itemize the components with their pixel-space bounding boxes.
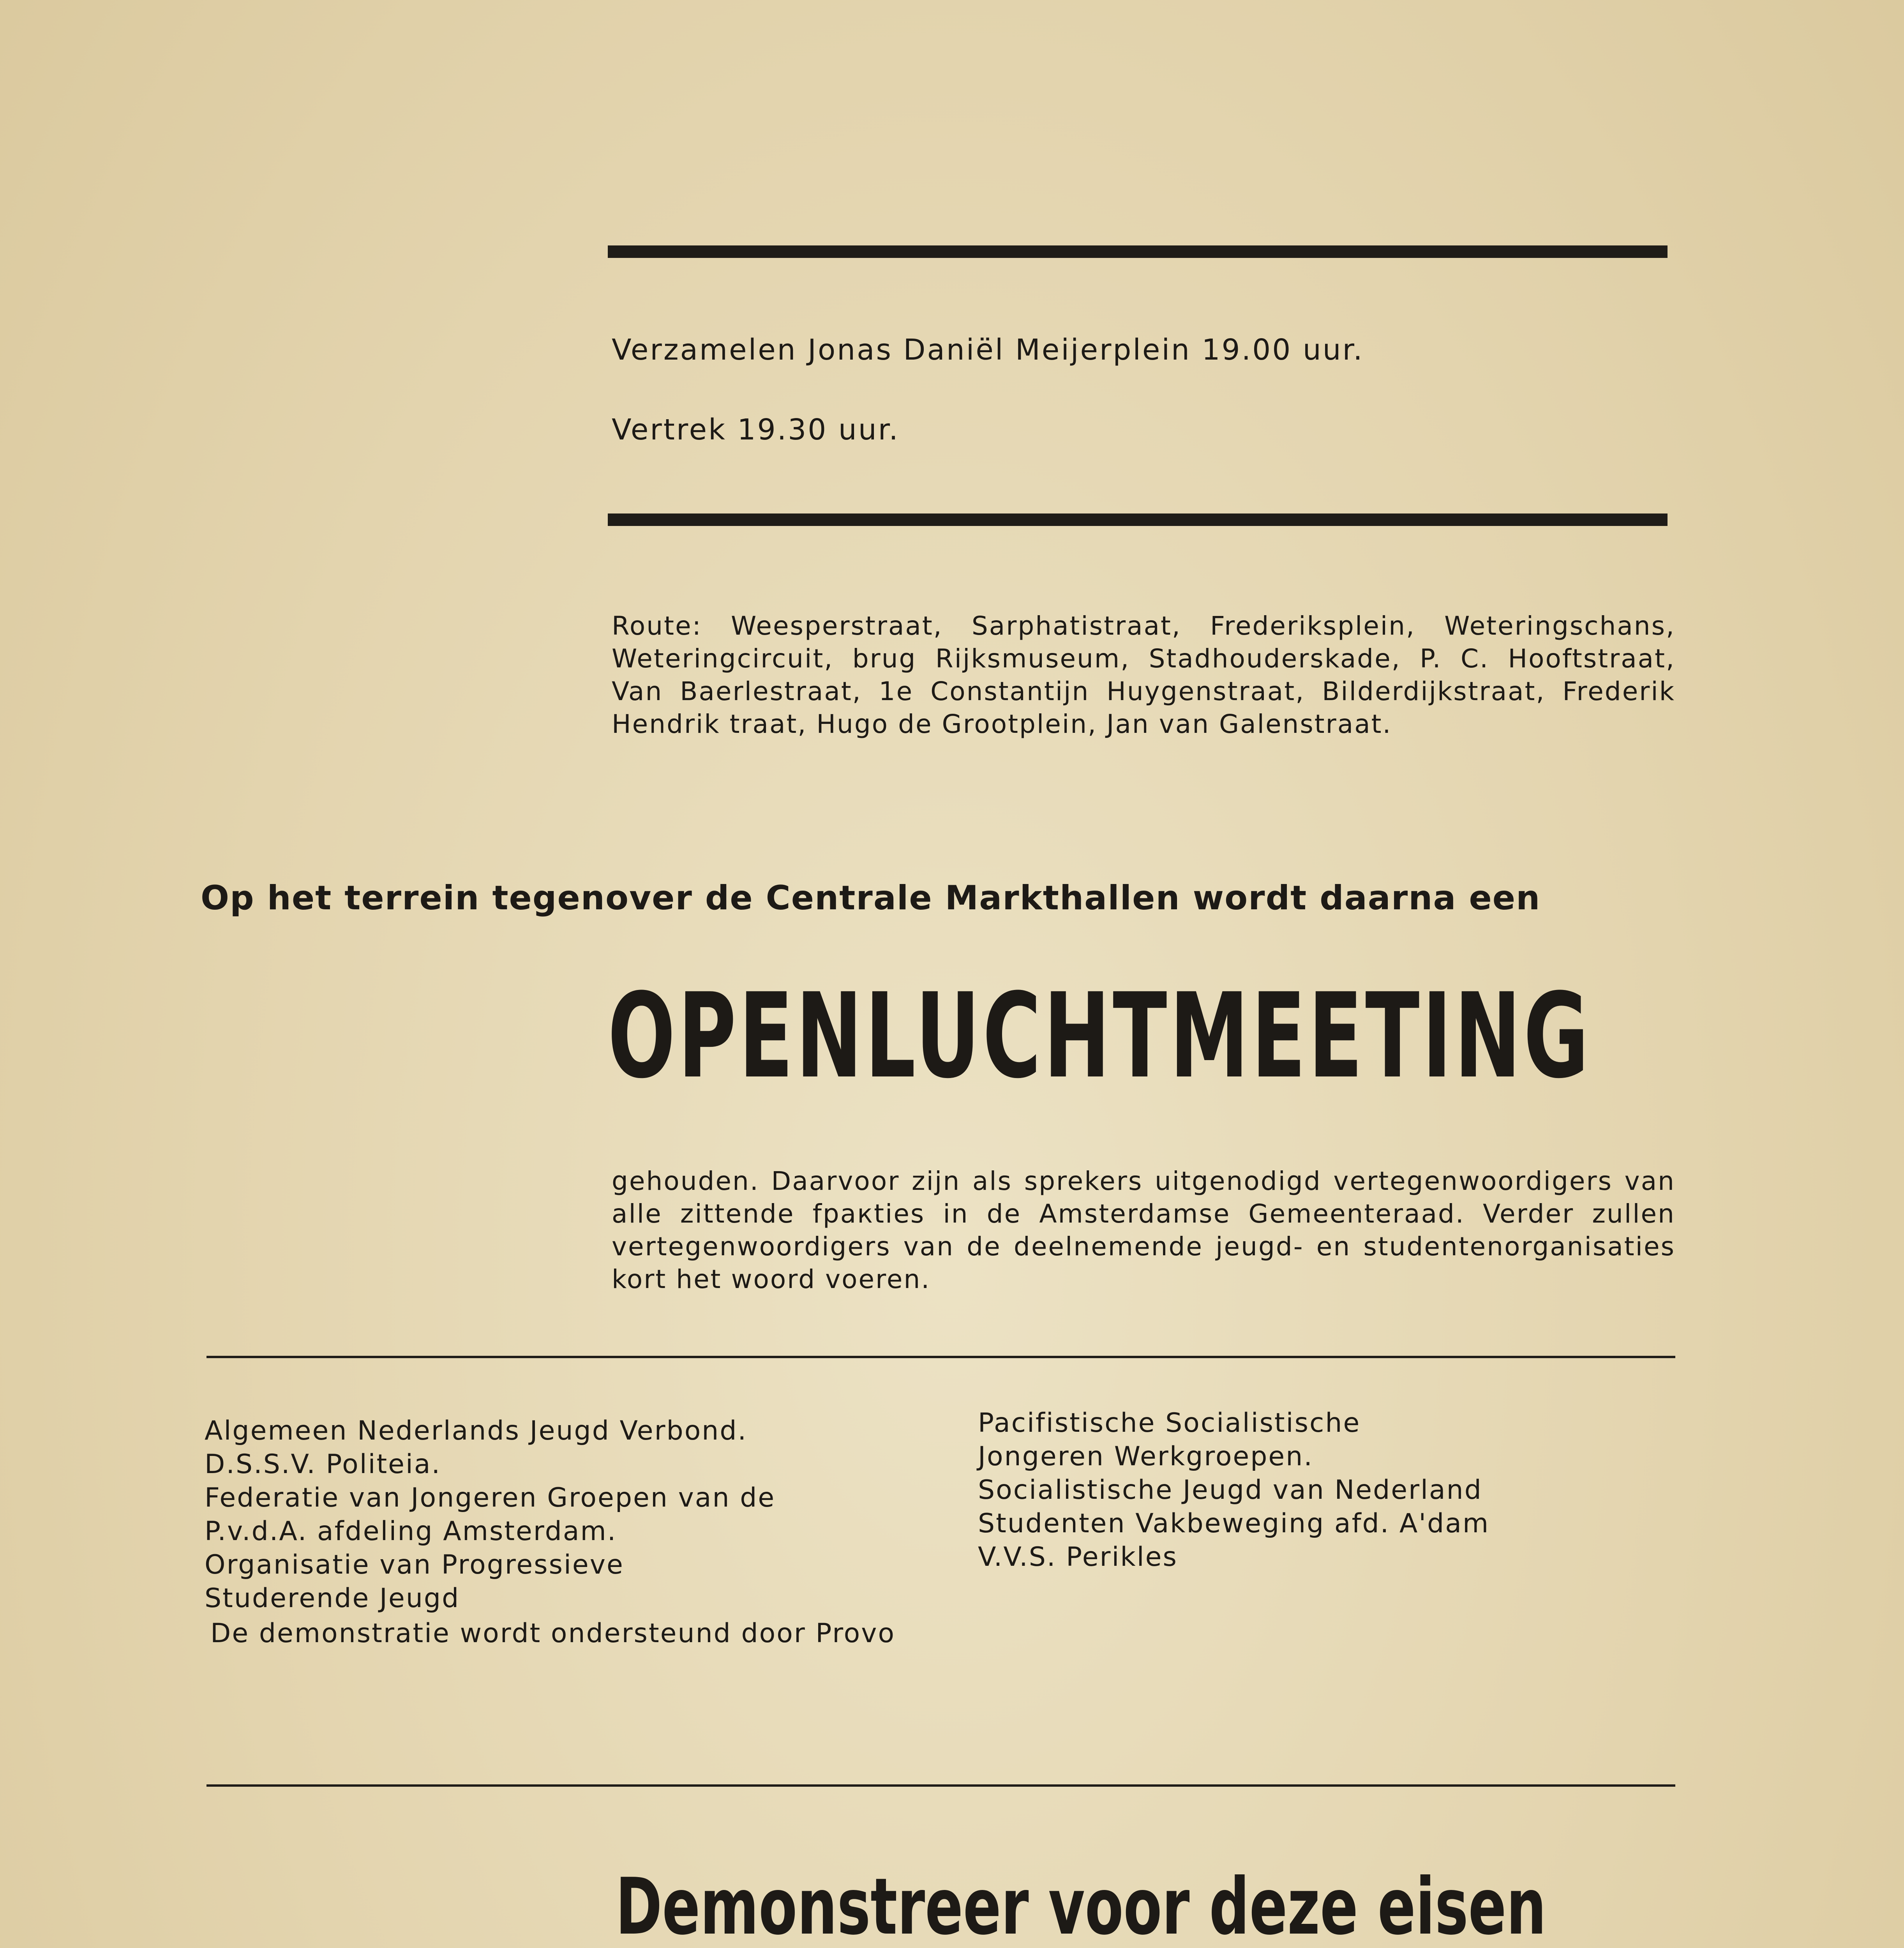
organization-item: Federatie van Jongeren Groepen van de (205, 1482, 776, 1513)
organization-item: Algemeen Nederlands Jeugd Verbond. (205, 1415, 748, 1446)
slogan-line-1: Demonstreer voor deze eisen (616, 1862, 1546, 1948)
assembly-depart-text: Vertrek 19.30 uur. (612, 413, 900, 446)
organization-item: Studerende Jeugd (205, 1583, 460, 1614)
organization-item: P.v.d.A. afdeling Amsterdam. (205, 1516, 617, 1547)
organizations-bottom-rule (206, 1784, 1675, 1787)
organization-item: Studenten Vakbeweging afd. A'dam (978, 1508, 1490, 1539)
organizations-right-list (978, 1406, 1489, 1574)
organization-item: Organisatie van Progressieve (205, 1549, 624, 1580)
meeting-paragraph: gehouden. Daarvoor zijn als sprekers uitgenodigd vertegenwoordigers van alle zittende fракties in de Amsterdamse Gemeenteraad. Verder zullen vertegenwoordigers van de deelnemende jeugd- en studentenorganisaties kort het woord voeren. (612, 1166, 1675, 1294)
organizations-top-rule (206, 1356, 1675, 1358)
route-paragraph: Route: Weesperstraat, Sarphatistraat, Frederiksplein, Weteringschans, Weteringcircuit, brug Rijksmuseum, Stadhouderskade, P. C. Hooftstraat, Van Baerlestraat, 1e Constantijn Huygenstraat, Bilderdijkstraat, Frederik Hendrik traat, Hugo de Grootplein, Jan van Galenstraat. (612, 611, 1675, 739)
organization-item: Jongeren Werkgroepen. (978, 1441, 1313, 1472)
headline-openluchtmeeting: OPENLUCHTMEETING (608, 968, 1592, 1104)
organizations-left-list (205, 1414, 775, 1615)
assembly-gather-text: Verzamelen Jonas Daniël Meijerplein 19.00 uur. (612, 333, 1364, 367)
top-rule (608, 245, 1668, 258)
support-line: De demonstratie wordt ondersteund door Provo (210, 1618, 896, 1649)
assembly-rule (608, 513, 1668, 526)
organization-item: D.S.S.V. Politeia. (205, 1449, 441, 1480)
organization-item: Socialistische Jeugd van Nederland (978, 1475, 1482, 1505)
organization-item: V.V.S. Perikles (978, 1542, 1178, 1572)
organization-item: Pacifistische Socialistische (978, 1408, 1361, 1438)
intro-line: Op het terrein tegenover de Centrale Markthallen wordt daarna een (201, 879, 1541, 918)
